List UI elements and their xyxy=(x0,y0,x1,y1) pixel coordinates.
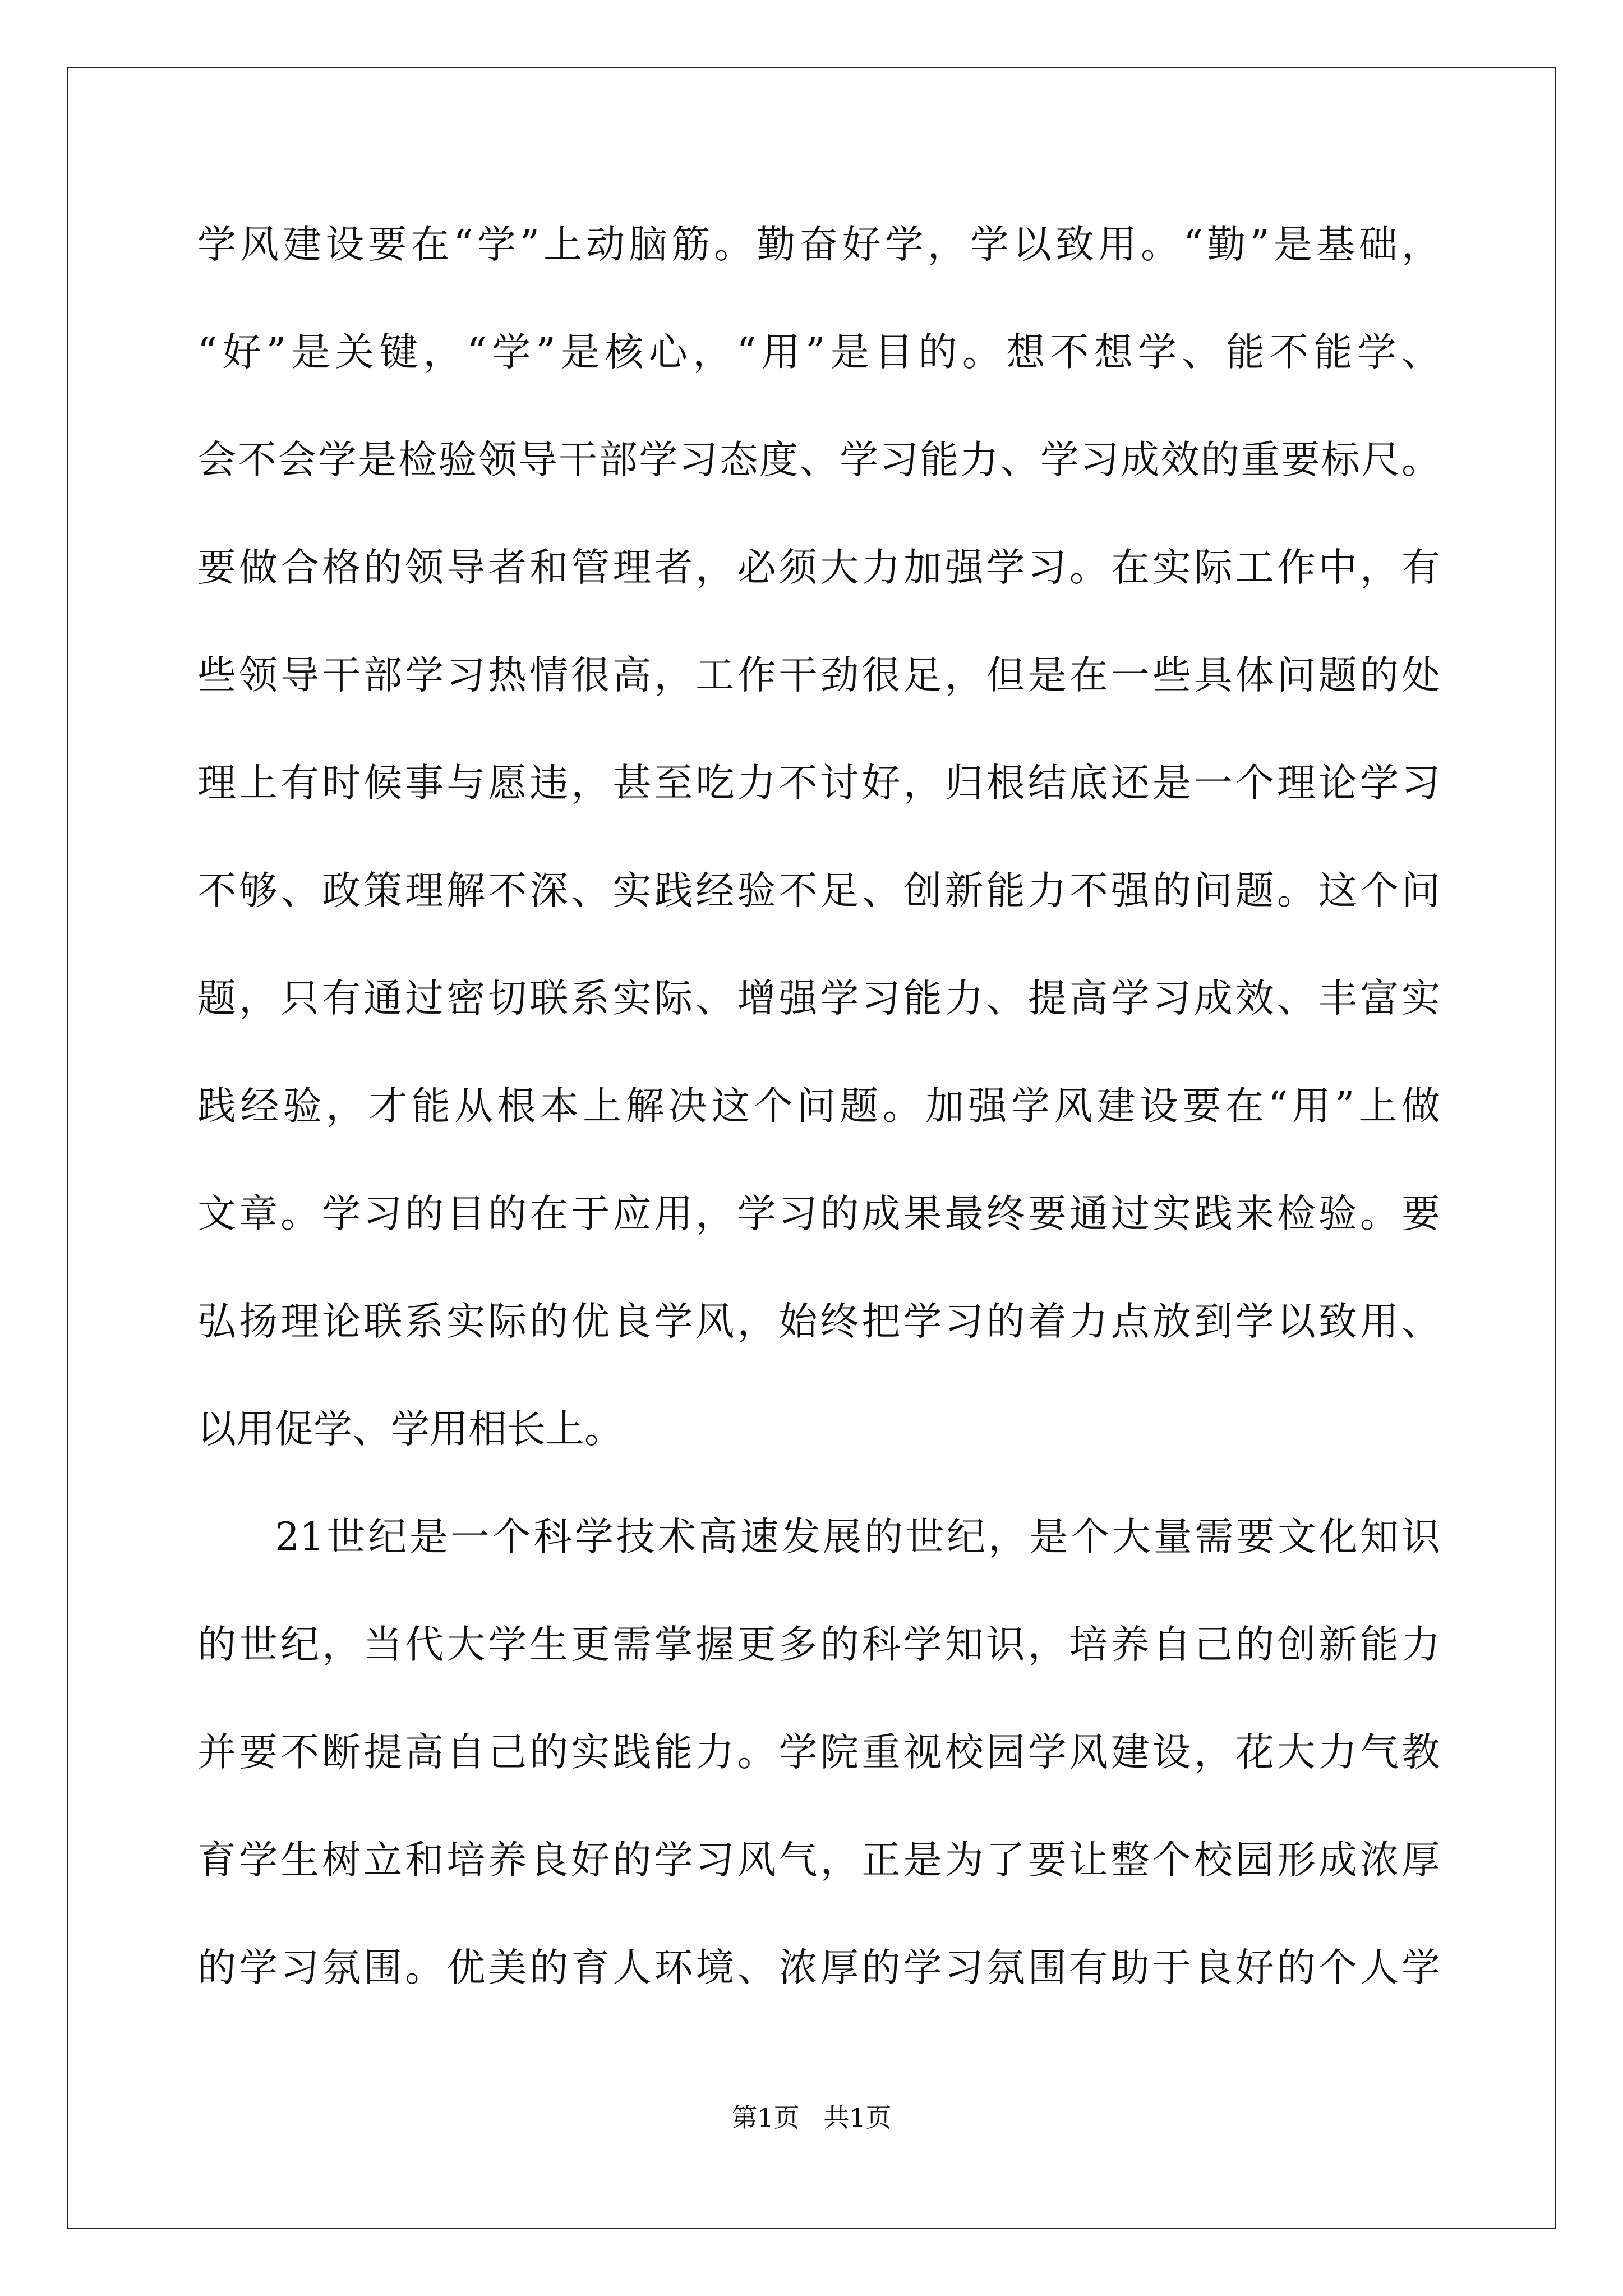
text-line: 会不会学是检验领导干部学习态度、学习能力、学习成效的重要标尺。 xyxy=(197,438,1440,482)
text-line: 文章。学习的目的在于应用，学习的成果最终要通过实践来检验。要 xyxy=(197,1191,1440,1236)
text-line: 以用促学、学用相长上。 xyxy=(197,1407,623,1452)
page-footer xyxy=(0,2101,1623,2134)
text-line-indented: 21世纪是一个科学技术高速发展的世纪，是个大量需要文化知识 xyxy=(275,1515,1440,1559)
page-number-total: 共1页 xyxy=(823,2102,892,2133)
text-line: 理上有时候事与愿违，甚至吃力不讨好，归根结底还是一个理论学习 xyxy=(197,761,1440,806)
text-line: 题，只有通过密切联系实际、增强学习能力、提高学习成效、丰富实 xyxy=(197,976,1440,1021)
text-line: 要做合格的领导者和管理者，必须大力加强学习。在实际工作中，有 xyxy=(197,545,1440,590)
paragraph-2 xyxy=(197,1483,1440,2022)
text-line: 些领导干部学习热情很高，工作干劲很足，但是在一些具体问题的处 xyxy=(197,653,1440,698)
page-number-current: 第1页 xyxy=(731,2102,800,2133)
document-body xyxy=(197,191,1440,2022)
text-line: 不够、政策理解不深、实践经验不足、创新能力不强的问题。这个问 xyxy=(197,868,1440,913)
text-line: 并要不断提高自己的实践能力。学院重视校园学风建设，花大力气教 xyxy=(197,1730,1440,1775)
text-line: 的世纪，当代大学生更需掌握更多的科学知识，培养自己的创新能力 xyxy=(197,1622,1440,1667)
text-line: 弘扬理论联系实际的优良学风，始终把学习的着力点放到学以致用、 xyxy=(197,1299,1440,1344)
text-line: 学风建设要在“学”上动脑筋。勤奋好学，学以致用。“勤”是基础， xyxy=(197,222,1440,267)
text-line: 践经验，才能从根本上解决这个问题。加强学风建设要在“用”上做 xyxy=(197,1084,1440,1129)
paragraph-1 xyxy=(197,191,1440,1483)
text-line: 育学生树立和培养良好的学习风气，正是为了要让整个校园形成浓厚 xyxy=(197,1838,1440,1883)
text-line: 的学习氛围。优美的育人环境、浓厚的学习氛围有助于良好的个人学 xyxy=(197,1945,1440,1990)
text-line: “好”是关键，“学”是核心，“用”是目的。想不想学、能不能学、 xyxy=(197,330,1440,375)
